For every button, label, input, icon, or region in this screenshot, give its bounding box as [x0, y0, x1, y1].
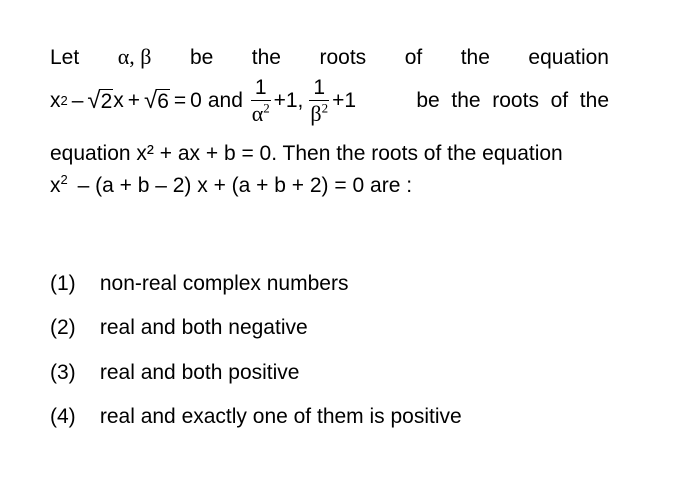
minus-sign: –: [71, 89, 84, 112]
radical-icon: √: [87, 86, 101, 114]
word-equation: equation: [528, 46, 609, 69]
equals-sign: =: [173, 89, 187, 112]
plus-sign: +: [127, 89, 141, 112]
word-the-2: the: [460, 46, 490, 69]
option-number: (1): [50, 272, 76, 295]
option-text: real and both positive: [99, 361, 300, 384]
line-4-tail: are :: [370, 174, 413, 197]
roots-alpha-beta: α, β: [117, 44, 152, 69]
exponent-2: 2: [60, 172, 68, 187]
option-text: real and both negative: [99, 316, 308, 339]
fraction-numerator: 1: [309, 77, 329, 101]
fraction-denominator: $\alpha^2$: [251, 100, 270, 126]
radical-icon: √: [144, 86, 158, 114]
option-4[interactable]: [50, 405, 462, 429]
zero: 0: [190, 89, 202, 112]
question-line-3: equation x² + ax + b = 0. Then the roots of the equation: [50, 142, 563, 165]
sqrt-6: [144, 86, 170, 114]
beta-symbol: β: [310, 101, 322, 126]
word-be: be: [189, 46, 214, 69]
question-line-4: [50, 174, 412, 198]
option-number: (2): [50, 316, 76, 339]
var-x: x: [50, 174, 61, 197]
quadratic-equation-2-body: – (a + b – 2) x + (a + b + 2) = 0: [77, 174, 365, 197]
option-1[interactable]: [50, 272, 348, 296]
radicand-2: 2: [100, 89, 113, 113]
option-text: non-real complex numbers: [99, 272, 349, 295]
sqrt-2: [87, 86, 113, 114]
word-let: Let: [50, 46, 80, 69]
fraction-one-over-alpha-squared: [251, 77, 271, 125]
fraction-one-over-beta-squared: [309, 77, 329, 125]
alpha-symbol: α: [251, 101, 264, 126]
fraction-denominator: $\beta^2$: [310, 100, 329, 126]
plus-one-after-alpha: +1,: [273, 89, 304, 112]
option-number: (4): [50, 405, 76, 428]
word-the: the: [251, 46, 281, 69]
question-line-1: [50, 44, 609, 70]
radicand-6: 6: [157, 89, 169, 113]
line-2-tail: be the roots of the: [416, 89, 609, 112]
word-roots: roots: [319, 46, 367, 69]
option-text: real and exactly one of them is positive: [99, 405, 462, 428]
fraction-numerator: 1: [251, 77, 271, 101]
word-of: of: [404, 46, 423, 69]
question-line-2: [50, 77, 609, 125]
option-3[interactable]: [50, 361, 299, 385]
word-and: and: [207, 89, 243, 112]
option-2[interactable]: [50, 316, 308, 340]
plus-one-after-beta: +1: [332, 89, 357, 112]
quadratic-equation-1: x 2 – √ 2 x + √ 6 = 0 and $\frac{1}{\alpha^2}$ +1, $\frac{1}{\beta^2}$ +1: [50, 76, 357, 126]
var-x-2: x: [113, 89, 124, 112]
option-number: (3): [50, 361, 76, 384]
var-x: x: [50, 89, 61, 112]
